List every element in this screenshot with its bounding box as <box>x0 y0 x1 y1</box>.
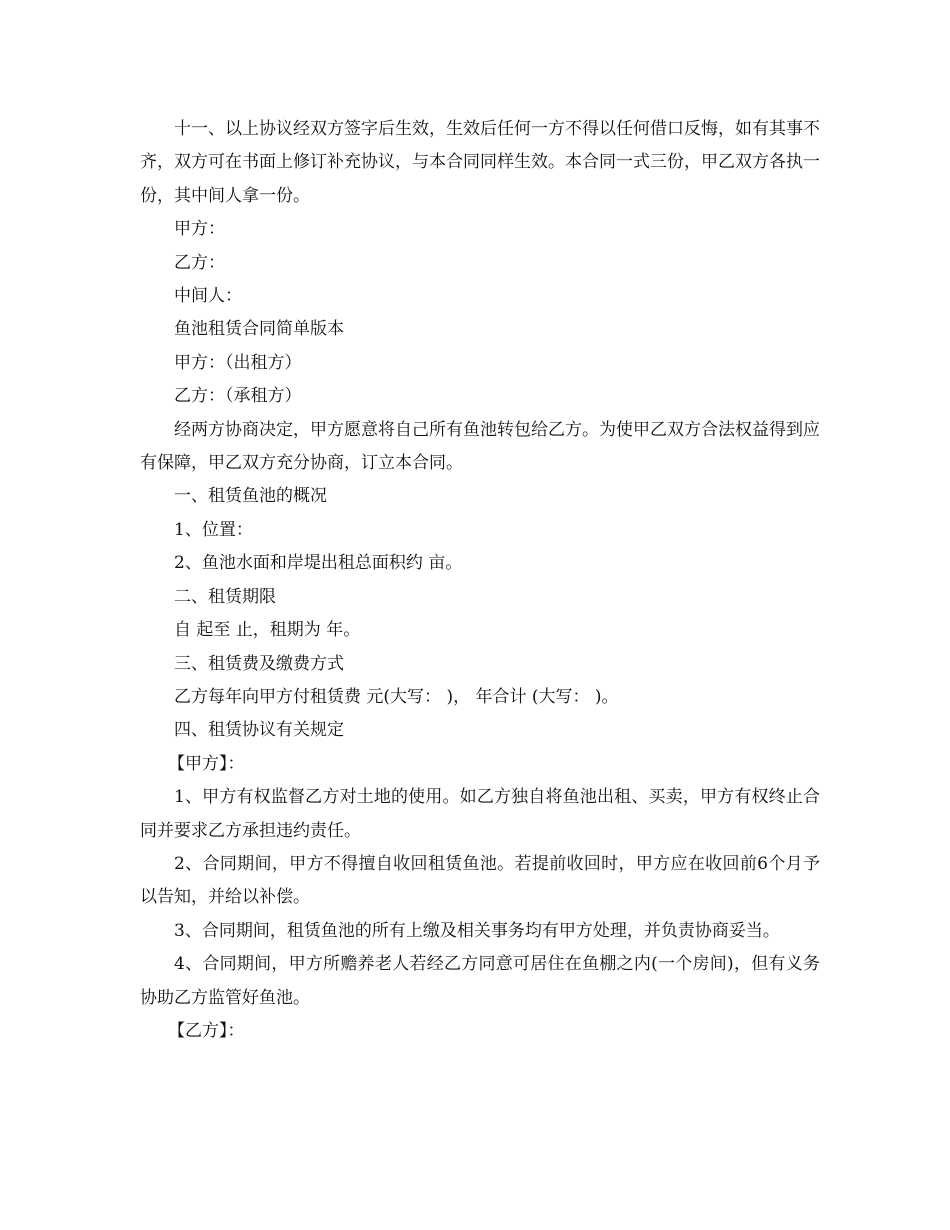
paragraph-party-a-item-1: 1、甲方有权监督乙方对土地的使用。如乙方独自将鱼池出租、买卖，甲方有权终止合同并要求乙方承担违约责任。 <box>140 787 820 841</box>
paragraph-term: 自 起至 止，租期为 年。 <box>174 620 361 641</box>
heading-party-b-duties: 【乙方】： <box>168 1020 245 1041</box>
paragraph-fee: 乙方每年向甲方付租赁费 元(大写： )， 年合计 (大写： )。 <box>174 686 619 707</box>
paragraph-clause-11: 十一、以上协议经双方签字后生效，生效后任何一方不得以任何借口反悔，如有其事不齐，双方可在书面上修订补充协议，与本合同同样生效。本合同一式三份，甲乙双方各执一份，其中间人拿一份。 <box>140 119 820 206</box>
paragraph-intermediary: 中间人： <box>174 286 242 307</box>
heading-party-a-duties: 【甲方】： <box>168 753 245 774</box>
heading-section-2: 二、租赁期限 <box>174 586 276 607</box>
paragraph-lessor: 甲方：（出租方） <box>174 352 302 373</box>
document-body <box>140 113 820 1048</box>
heading-section-1: 一、租赁鱼池的概况 <box>174 486 327 507</box>
heading-section-4: 四、租赁协议有关规定 <box>174 720 344 741</box>
heading-section-3: 三、租赁费及缴费方式 <box>174 653 344 674</box>
paragraph-party-a: 甲方： <box>174 219 225 240</box>
paragraph-party-a-item-2: 2、合同期间，甲方不得擅自收回租赁鱼池。若提前收回时，甲方应在收回前6个月予以告知，并给以补偿。 <box>140 853 820 908</box>
paragraph-party-a-item-3: 3、合同期间，租赁鱼池的所有上缴及相关事务均有甲方处理，并负责协商妥当。 <box>174 920 780 941</box>
paragraph-preamble: 经两方协商决定，甲方愿意将自己所有鱼池转包给乙方。为使甲乙双方合法权益得到应有保障，甲乙双方充分协商，订立本合同。 <box>140 419 820 474</box>
paragraph-lessee: 乙方：（承租方） <box>174 386 302 407</box>
paragraph-party-a-item-4: 4、合同期间，甲方所赡养老人若经乙方同意可居住在鱼棚之内(一个房间)，但有义务协助乙方监管好鱼池。 <box>140 954 820 1008</box>
paragraph-location: 1、位置： <box>174 519 253 540</box>
paragraph-area: 2、鱼池水面和岸堤出租总面积约 亩。 <box>174 553 463 574</box>
paragraph-contract-title: 鱼池租赁合同简单版本 <box>174 319 344 340</box>
paragraph-party-b: 乙方： <box>174 252 225 273</box>
